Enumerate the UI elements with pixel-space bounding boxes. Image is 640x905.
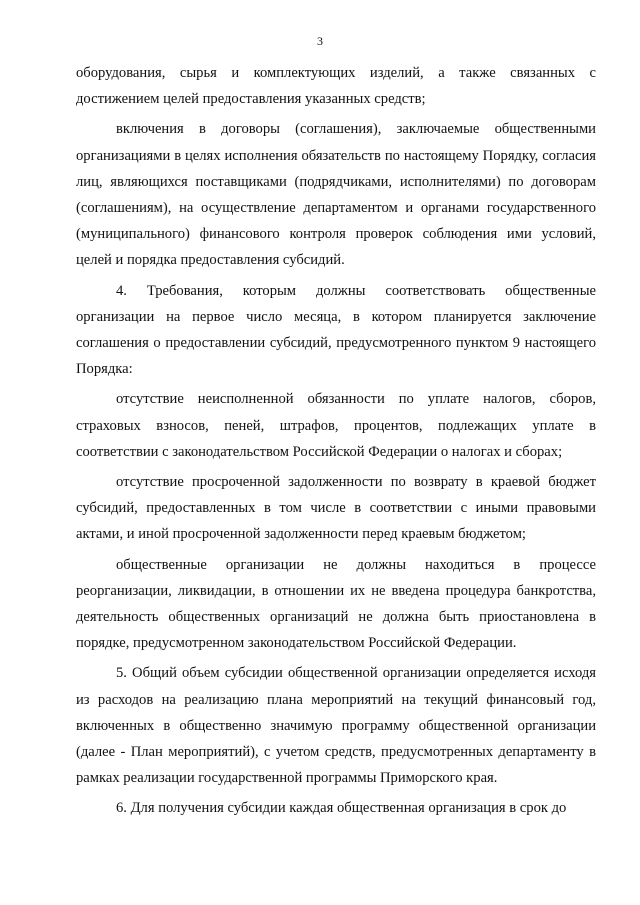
paragraph-no-budget-debt: отсутствие просроченной задолженности по возврату в краевой бюджет субсидий, предоставленных в том числе в соответствии с иными правовыми актами, и иной просроченной задолженности перед краевым бюджетом; bbox=[76, 474, 596, 543]
document-body bbox=[76, 60, 596, 826]
paragraph-section-6-start: 6. Для получения субсидии каждая общественная организация в срок до bbox=[116, 800, 567, 817]
paragraph-no-reorganization: общественные организации не должны находиться в процессе реорганизации, ликвидации, в отношении их не введена процедура банкротства, деятельность общественных организаций не должна быть приостановлена в порядке, предусмотренном законодательством Российской Федерации. bbox=[76, 556, 596, 652]
paragraph-continuation: оборудования, сырья и комплектующих изделий, а также связанных с достижением целей предоставления указанных средств; bbox=[76, 65, 596, 108]
paragraph-no-tax-debt: отсутствие неисполненной обязанности по уплате налогов, сборов, страховых взносов, пеней, штрафов, процентов, подлежащих уплате в соответствии с законодательством Российской Федерации о налогах и сборах; bbox=[76, 391, 596, 460]
paragraph-section-4-requirements: 4. Требования, которым должны соответствовать общественные организации на первое число месяца, в котором планируется заключение соглашения о предоставлении субсидий, предусмотренного пунктом 9 настоящего Порядка: bbox=[76, 282, 596, 378]
paragraph-contracts-consent: включения в договоры (соглашения), заключаемые общественными организациями в целях исполнения обязательств по настоящему Порядку, согласия лиц, являющихся поставщиками (подрядчиками, исполнителями) по договорам (соглашениям), на осуществление департаментом и органами государственного (муниципального) финансового контроля проверок соблюдения ими условий, целей и порядка предоставления субсидий. bbox=[76, 121, 596, 269]
page-number: 3 bbox=[317, 34, 323, 48]
paragraph-section-5-subsidy-volume: 5. Общий объем субсидии общественной организации определяется исходя из расходов на реализацию плана мероприятий на текущий финансовый год, включенных в общественно значимую программу общественной организации (далее - План мероприятий), с учетом средств, предусмотренных департаменту в рамках реализации государственной программы Приморского края. bbox=[76, 665, 596, 787]
